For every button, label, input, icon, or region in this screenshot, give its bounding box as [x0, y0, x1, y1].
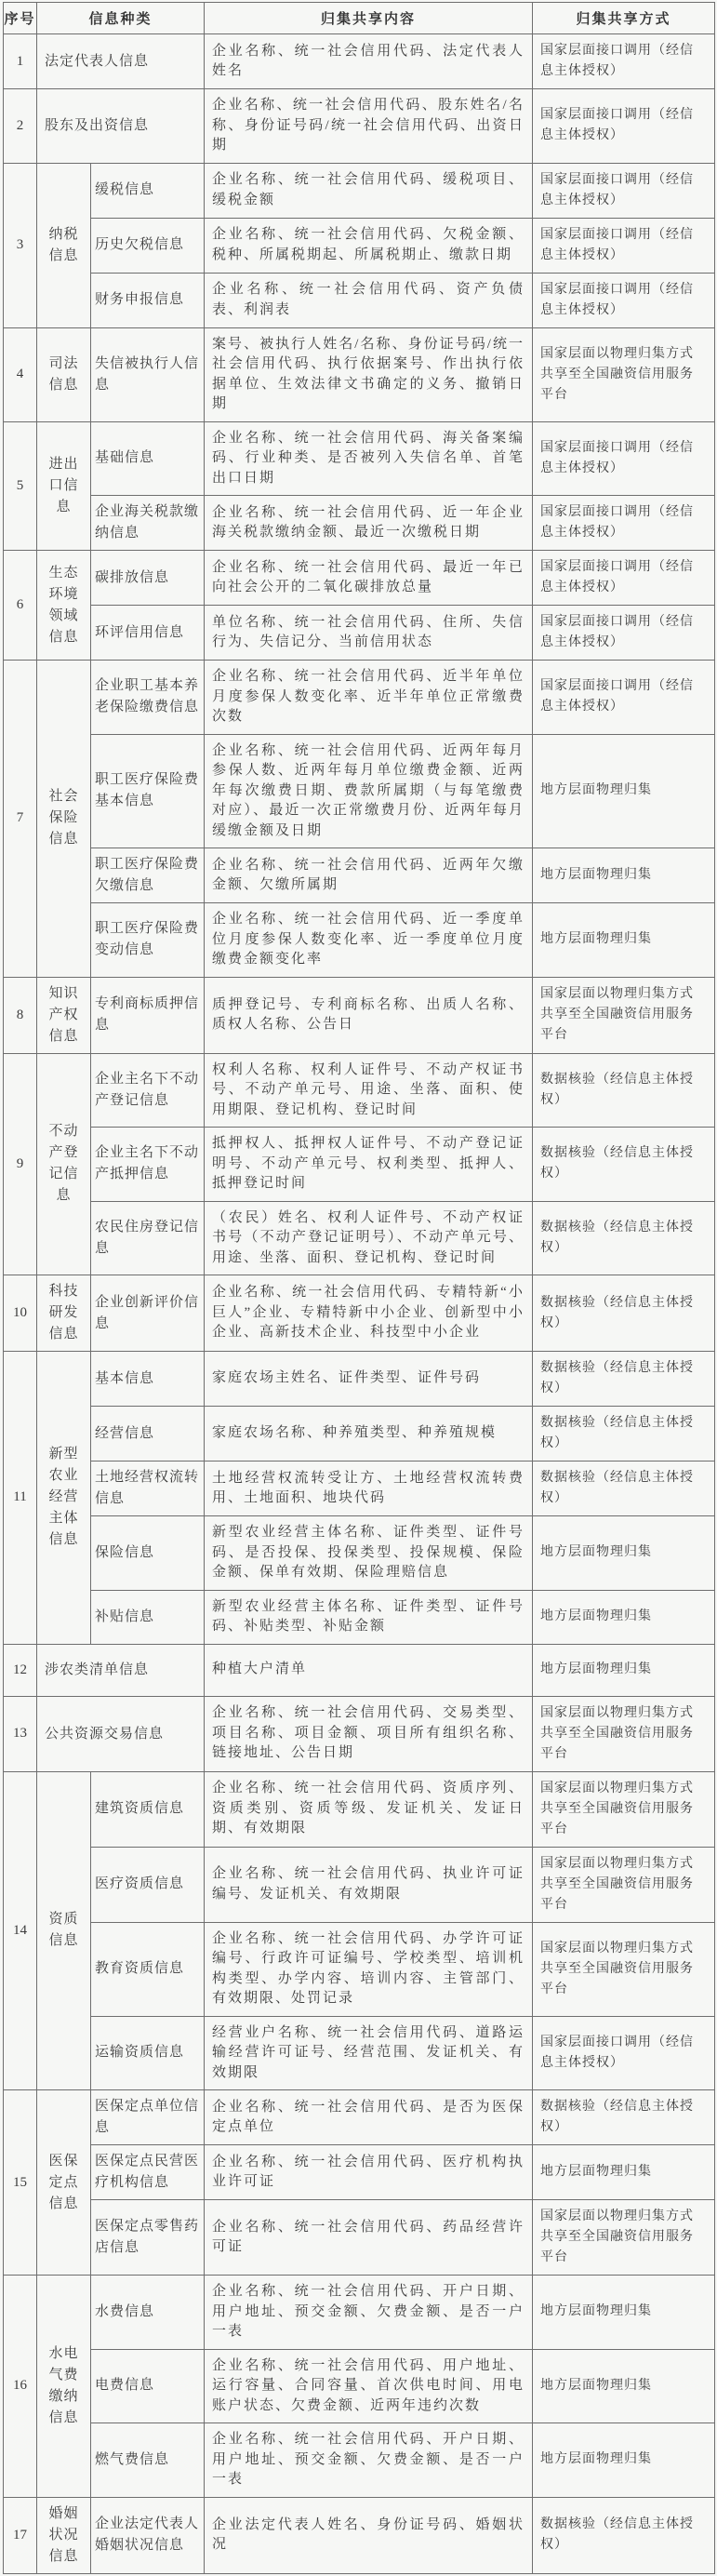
category-cell: 进出口信息	[37, 421, 91, 551]
table-row	[4, 1201, 715, 1275]
header-row	[4, 3, 715, 34]
method-cell: 国家层面接口调用（经信息主体授权）	[533, 163, 715, 218]
content-cell: （农民）姓名、权利人证件号、不动产权证书号（不动产登记证明号）、不动产单元号、用途、坐落、面积、登记机构、登记时间	[205, 1201, 533, 1275]
table-row	[4, 2276, 715, 2350]
content-cell: 企业名称、统一社会信用代码、最近一年已向社会公开的二氧化碳排放总量	[205, 551, 533, 606]
subcategory-cell: 专利商标质押信息	[91, 977, 205, 1053]
subcategory-cell: 职工医疗保险费变动信息	[91, 903, 205, 978]
table-row	[4, 2090, 715, 2145]
category-cell: 生态环境领域信息	[37, 551, 91, 661]
method-cell: 地方层面物理归集	[533, 848, 715, 903]
method-cell: 数据核验（经信息主体授权）	[533, 2497, 715, 2573]
subcategory-cell: 医保定点零售药店信息	[91, 2200, 205, 2276]
table-row	[4, 1275, 715, 1352]
subcategory-cell: 基础信息	[91, 421, 205, 496]
table-row	[4, 89, 715, 164]
content-cell: 企业名称、统一社会信用代码、欠税金额、税种、所属税期起、所属税期止、缴款日期	[205, 218, 533, 273]
subcategory-cell: 教育资质信息	[91, 1922, 205, 2016]
table-row	[4, 1516, 715, 1591]
method-cell: 国家层面以物理归集方式共享至全国融资信用服务平台	[533, 977, 715, 1053]
table-row	[4, 1462, 715, 1516]
content-cell: 新型农业经营主体名称、证件类型、证件号码、补贴类型、补贴金额	[205, 1590, 533, 1644]
subcategory-cell: 财务申报信息	[91, 273, 205, 327]
table-row	[4, 2349, 715, 2423]
method-cell: 国家层面接口调用（经信息主体授权）	[533, 89, 715, 164]
table-row	[4, 903, 715, 978]
subcategory-cell: 保险信息	[91, 1516, 205, 1591]
subcategory-cell: 环评信用信息	[91, 606, 205, 661]
category-cell: 医保定点信息	[37, 2090, 91, 2276]
table-row	[4, 2497, 715, 2573]
table-row	[4, 1847, 715, 1922]
content-cell: 家庭农场名称、种养殖类型、种养殖规模	[205, 1407, 533, 1462]
row-number-cell: 2	[4, 89, 37, 164]
method-cell: 数据核验（经信息主体授权）	[533, 1462, 715, 1516]
header-method: 归集共享方式	[533, 3, 715, 34]
content-cell: 土地经营权流转受让方、土地经营权流转费用、土地面积、地块代码	[205, 1462, 533, 1516]
subcategory-cell: 补贴信息	[91, 1590, 205, 1644]
method-cell: 数据核验（经信息主体授权）	[533, 1128, 715, 1202]
table-row	[4, 421, 715, 496]
method-cell: 国家层面接口调用（经信息主体授权）	[533, 2016, 715, 2090]
method-cell: 国家层面以物理归集方式共享至全国融资信用服务平台	[533, 1696, 715, 1771]
content-cell: 企业名称、统一社会信用代码、近一年企业海关税款缴纳金额、最近一次缴税日期	[205, 496, 533, 551]
content-cell: 企业名称、统一社会信用代码、股东姓名/名称、身份证号码/统一社会信用代码、出资日期	[205, 89, 533, 164]
category-cell: 资质信息	[37, 1771, 91, 2090]
content-cell: 企业名称、统一社会信用代码、专精特新“小巨人”企业、专精特新中小企业、创新型中小企业、高新技术企业、科技型中小企业	[205, 1275, 533, 1352]
method-cell: 国家层面接口调用（经信息主体授权）	[533, 34, 715, 89]
content-cell: 企业名称、统一社会信用代码、用户地址、运行容量、合同容量、首次供电时间、用电账户状态、欠费金额、近两年违约次数	[205, 2349, 533, 2423]
content-cell: 企业名称、统一社会信用代码、海关备案编码、行业种类、是否被列入失信名单、首笔出口日期	[205, 421, 533, 496]
subcategory-cell: 水费信息	[91, 2276, 205, 2350]
method-cell: 地方层面物理归集	[533, 2145, 715, 2200]
table-row	[4, 1771, 715, 1847]
category-cell: 不动产登记信息	[37, 1053, 91, 1275]
content-cell: 企业名称、统一社会信用代码、药品经营许可证	[205, 2200, 533, 2276]
subcategory-cell: 碳排放信息	[91, 551, 205, 606]
table-row	[4, 163, 715, 218]
row-number-cell: 8	[4, 977, 37, 1053]
subcategory-cell: 职工医疗保险费欠缴信息	[91, 848, 205, 903]
content-cell: 企业名称、统一社会信用代码、近一季度单位月度参保人数变化率、近一季度单位月度缴费金额变化率	[205, 903, 533, 978]
table-row	[4, 1922, 715, 2016]
method-cell: 国家层面接口调用（经信息主体授权）	[533, 218, 715, 273]
row-number-cell: 1	[4, 34, 37, 89]
row-number-cell: 10	[4, 1275, 37, 1352]
table-row	[4, 1590, 715, 1644]
method-cell: 数据核验（经信息主体授权）	[533, 1352, 715, 1407]
content-cell: 企业名称、统一社会信用代码、法定代表人姓名	[205, 34, 533, 89]
category-cell: 涉农类清单信息	[37, 1644, 205, 1696]
subcategory-cell: 企业主名下不动产抵押信息	[91, 1128, 205, 1202]
category-cell: 水电气费缴纳信息	[37, 2276, 91, 2498]
method-cell: 地方层面物理归集	[533, 734, 715, 848]
category-cell: 公共资源交易信息	[37, 1696, 205, 1771]
table-row	[4, 218, 715, 273]
category-cell: 股东及出资信息	[37, 89, 205, 164]
row-number-cell: 12	[4, 1644, 37, 1696]
content-cell: 经营业户名称、统一社会信用代码、道路运输经营许可证号、经营范围、发证机关、有效期限	[205, 2016, 533, 2090]
table-row	[4, 2200, 715, 2276]
method-cell: 地方层面物理归集	[533, 1590, 715, 1644]
table-row	[4, 1352, 715, 1407]
content-cell: 企业名称、统一社会信用代码、办学许可证编号、行政许可证编号、学校类型、培训机构类型、办学内容、培训内容、主管部门、有效期限、处罚记录	[205, 1922, 533, 2016]
content-cell: 企业名称、统一社会信用代码、开户日期、用户地址、预交金额、欠费金额、是否一户一表	[205, 2276, 533, 2350]
table-row	[4, 2016, 715, 2090]
subcategory-cell: 企业海关税款缴纳信息	[91, 496, 205, 551]
content-cell: 企业名称、统一社会信用代码、近两年欠缴金额、欠缴所属期	[205, 848, 533, 903]
method-cell: 数据核验（经信息主体授权）	[533, 1407, 715, 1462]
method-cell: 国家层面以物理归集方式共享至全国融资信用服务平台	[533, 327, 715, 421]
table-row	[4, 606, 715, 661]
content-cell: 单位名称、统一社会信用代码、住所、失信行为、失信记分、当前信用状态	[205, 606, 533, 661]
subcategory-cell: 企业职工基本养老保险缴费信息	[91, 661, 205, 735]
content-cell: 企业名称、统一社会信用代码、医疗机构执业许可证	[205, 2145, 533, 2200]
subcategory-cell: 职工医疗保险费基本信息	[91, 734, 205, 848]
subcategory-cell: 农民住房登记信息	[91, 1201, 205, 1275]
row-number-cell: 4	[4, 327, 37, 421]
method-cell: 国家层面以物理归集方式共享至全国融资信用服务平台	[533, 1771, 715, 1847]
subcategory-cell: 医疗资质信息	[91, 1847, 205, 1922]
content-cell: 种植大户清单	[205, 1644, 533, 1696]
method-cell: 国家层面接口调用（经信息主体授权）	[533, 496, 715, 551]
row-number-cell: 17	[4, 2497, 37, 2573]
header-content: 归集共享内容	[205, 3, 533, 34]
row-number-cell: 3	[4, 163, 37, 327]
row-number-cell: 5	[4, 421, 37, 551]
table-row	[4, 734, 715, 848]
content-cell: 企业名称、统一社会信用代码、是否为医保定点单位	[205, 2090, 533, 2145]
subcategory-cell: 燃气费信息	[91, 2423, 205, 2498]
subcategory-cell: 医保定点单位信息	[91, 2090, 205, 2145]
method-cell: 数据核验（经信息主体授权）	[533, 1201, 715, 1275]
method-cell: 地方层面物理归集	[533, 2276, 715, 2350]
method-cell: 国家层面接口调用（经信息主体授权）	[533, 421, 715, 496]
row-number-cell: 14	[4, 1771, 37, 2090]
row-number-cell: 15	[4, 2090, 37, 2276]
category-cell: 婚姻状况信息	[37, 2497, 91, 2573]
table-row	[4, 2423, 715, 2498]
subcategory-cell: 失信被执行人信息	[91, 327, 205, 421]
content-cell: 家庭农场主姓名、证件类型、证件号码	[205, 1352, 533, 1407]
subcategory-cell: 缓税信息	[91, 163, 205, 218]
method-cell: 国家层面接口调用（经信息主体授权）	[533, 273, 715, 327]
content-cell: 企业名称、统一社会信用代码、缓税项目、缓税金额	[205, 163, 533, 218]
subcategory-cell: 建筑资质信息	[91, 1771, 205, 1847]
subcategory-cell: 企业主名下不动产登记信息	[91, 1053, 205, 1128]
row-number-cell: 11	[4, 1352, 37, 1645]
table-row	[4, 551, 715, 606]
table-row	[4, 1644, 715, 1696]
subcategory-cell: 运输资质信息	[91, 2016, 205, 2090]
table-row	[4, 273, 715, 327]
method-cell: 国家层面接口调用（经信息主体授权）	[533, 661, 715, 735]
subcategory-cell: 基本信息	[91, 1352, 205, 1407]
subcategory-cell: 土地经营权流转信息	[91, 1462, 205, 1516]
content-cell: 企业名称、统一社会信用代码、开户日期、用户地址、预交金额、欠费金额、是否一户一表	[205, 2423, 533, 2498]
table-row	[4, 661, 715, 735]
table-row	[4, 977, 715, 1053]
content-cell: 企业名称、统一社会信用代码、交易类型、项目名称、项目金额、项目所有组织名称、链接地址、公告日期	[205, 1696, 533, 1771]
table-row	[4, 1696, 715, 1771]
header-category: 信息种类	[37, 3, 205, 34]
table-row	[4, 496, 715, 551]
method-cell: 地方层面物理归集	[533, 1644, 715, 1696]
category-cell: 新型农业经营主体信息	[37, 1352, 91, 1645]
row-number-cell: 9	[4, 1053, 37, 1275]
method-cell: 国家层面以物理归集方式共享至全国融资信用服务平台	[533, 2200, 715, 2276]
content-cell: 企业名称、统一社会信用代码、执业许可证编号、发证机关、有效期限	[205, 1847, 533, 1922]
table-row	[4, 848, 715, 903]
method-cell: 地方层面物理归集	[533, 2423, 715, 2498]
table-row	[4, 327, 715, 421]
subcategory-cell: 企业法定代表人婚姻状况信息	[91, 2497, 205, 2573]
table-row	[4, 2145, 715, 2200]
method-cell: 地方层面物理归集	[533, 903, 715, 978]
row-number-cell: 6	[4, 551, 37, 661]
content-cell: 质押登记号、专利商标名称、出质人名称、质权人名称、公告日	[205, 977, 533, 1053]
content-cell: 企业名称、统一社会信用代码、资质序列、资质类别、资质等级、发证机关、发证日期、有效期限	[205, 1771, 533, 1847]
subcategory-cell: 企业创新评价信息	[91, 1275, 205, 1352]
subcategory-cell: 经营信息	[91, 1407, 205, 1462]
category-cell: 社会保险信息	[37, 661, 91, 978]
method-cell: 数据核验（经信息主体授权）	[533, 2090, 715, 2145]
table-row	[4, 34, 715, 89]
method-cell: 国家层面接口调用（经信息主体授权）	[533, 551, 715, 606]
category-cell: 知识产权信息	[37, 977, 91, 1053]
method-cell: 数据核验（经信息主体授权）	[533, 1053, 715, 1128]
content-cell: 企业名称、统一社会信用代码、近两年每月参保人数、近两年每月单位缴费金额、近两年每次缴费日期、费款所属期（与每笔缴费对应）、最近一次正常缴费月份、近两年每月缓缴金额及日期	[205, 734, 533, 848]
method-cell: 地方层面物理归集	[533, 1516, 715, 1591]
content-cell: 权利人名称、权利人证件号、不动产权证书号、不动产单元号、用途、坐落、面积、使用期限、登记机构、登记时间	[205, 1053, 533, 1128]
content-cell: 企业法定代表人姓名、身份证号码、婚姻状况	[205, 2497, 533, 2573]
table-row	[4, 1053, 715, 1128]
category-cell: 法定代表人信息	[37, 34, 205, 89]
content-cell: 企业名称、统一社会信用代码、资产负债表、利润表	[205, 273, 533, 327]
table-row	[4, 1128, 715, 1202]
method-cell: 地方层面物理归集	[533, 2349, 715, 2423]
category-cell: 司法信息	[37, 327, 91, 421]
row-number-cell: 7	[4, 661, 37, 978]
method-cell: 国家层面以物理归集方式共享至全国融资信用服务平台	[533, 1922, 715, 2016]
subcategory-cell: 历史欠税信息	[91, 218, 205, 273]
method-cell: 数据核验（经信息主体授权）	[533, 1275, 715, 1352]
table-row	[4, 1407, 715, 1462]
method-cell: 国家层面以物理归集方式共享至全国融资信用服务平台	[533, 1847, 715, 1922]
content-cell: 案号、被执行人姓名/名称、身份证号码/统一社会信用代码、执行依据案号、作出执行依据单位、生效法律文书确定的义务、撤销日期	[205, 327, 533, 421]
info-table	[3, 2, 715, 2574]
content-cell: 企业名称、统一社会信用代码、近半年单位月度参保人数变化率、近半年单位正常缴费次数	[205, 661, 533, 735]
header-no: 序号	[4, 3, 37, 34]
category-cell: 科技研发信息	[37, 1275, 91, 1352]
content-cell: 抵押权人、抵押权人证件号、不动产登记证明号、不动产单元号、权利类型、抵押人、抵押登记时间	[205, 1128, 533, 1202]
content-cell: 新型农业经营主体名称、证件类型、证件号码、是否投保、投保类型、投保规模、保险金额、保单有效期、保险理赔信息	[205, 1516, 533, 1591]
subcategory-cell: 医保定点民营医疗机构信息	[91, 2145, 205, 2200]
subcategory-cell: 电费信息	[91, 2349, 205, 2423]
row-number-cell: 16	[4, 2276, 37, 2498]
category-cell: 纳税信息	[37, 163, 91, 327]
row-number-cell: 13	[4, 1696, 37, 1771]
method-cell: 国家层面接口调用（经信息主体授权）	[533, 606, 715, 661]
